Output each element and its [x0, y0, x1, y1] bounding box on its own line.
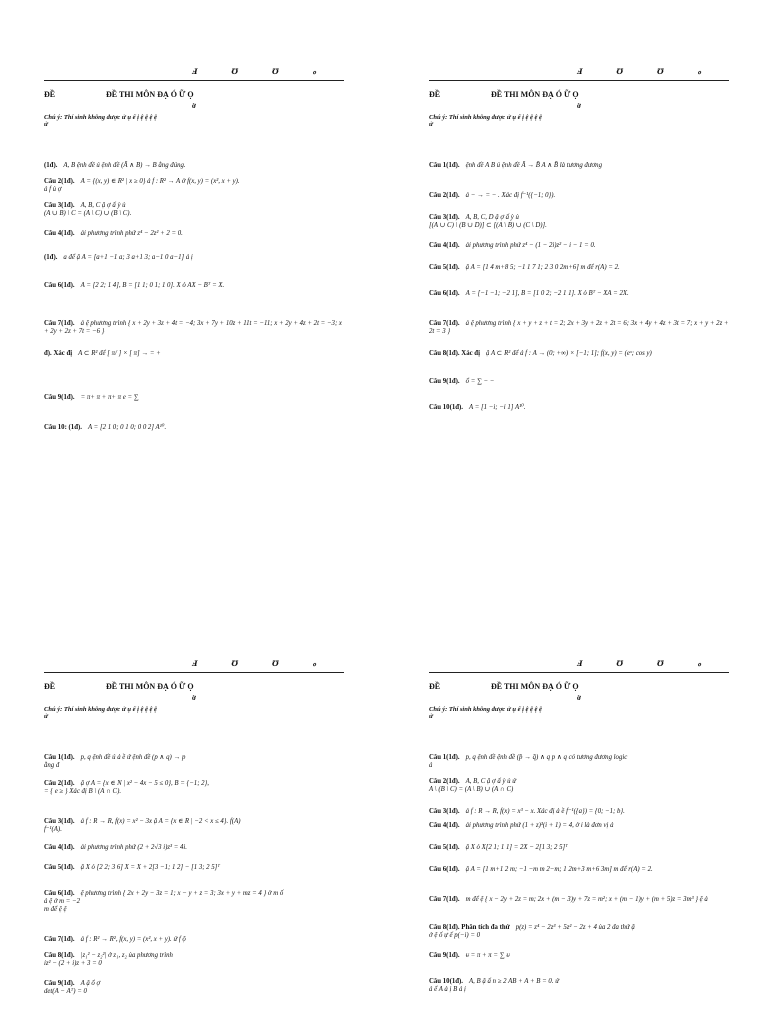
question-2 — [429, 778, 729, 794]
question-text: ệ phương trình { 2x + 2y − 3z = 1; x − y + z = 3; 3x + y + mz = 4 } ờ m ố ả ệ ở m = −2 m để ệ ệ — [44, 890, 284, 913]
header-text: Ⅎ ℧ ℧ ℴ — [192, 67, 332, 76]
question-6 — [429, 290, 729, 298]
page-header — [44, 660, 344, 673]
question-4 — [44, 844, 344, 852]
question-9 — [44, 394, 344, 402]
question-label: Câu 5(1đ). — [429, 264, 460, 271]
title-de: ĐỀ — [44, 90, 56, 99]
question-text: ải phương trình phứ (2 + 2√3 i)z³ = 4i. — [80, 844, 188, 851]
question-label: Câu 3(1đ). — [44, 818, 75, 825]
question-4 — [429, 242, 729, 250]
question-label: Câu 2(1đ). — [44, 780, 75, 787]
question-label: Câu 7(1đ). — [44, 320, 75, 327]
question-label: Câu 6(1đ). — [44, 282, 75, 289]
question-label: Câu 6(1đ). — [44, 890, 75, 897]
question-label: Câu 4(1đ). — [429, 242, 460, 249]
question-10 — [429, 978, 729, 994]
question-7 — [429, 896, 729, 904]
question-label: Câu 4(1đ). — [44, 230, 75, 237]
question-text: ậ A = [1 4 m+8 5; −1 1 7 1; 2 3 0 2m+6] m để r(A) = 2. — [465, 264, 620, 271]
question-5 — [429, 844, 729, 852]
question-text: A, B ệnh đề ú ệnh đề (Ā ∧ B) → B ằng đúng. — [63, 162, 186, 169]
exam-page-2 — [429, 67, 729, 411]
question-9 — [429, 378, 729, 386]
question-8 — [44, 952, 344, 968]
question-10 — [429, 404, 729, 412]
question-text: ậ A = [1 m+1 2 m; −1 −m m 2−m; 1 2m+3 m+6 3m] m để r(A) = 2. — [465, 866, 653, 873]
question-1 — [429, 754, 729, 770]
title-de: ĐỀ — [44, 682, 56, 691]
question-text: ả f : R → R, f(x) = x³ − x. Xác đị ả ề f⁻¹({a}) = {0; −1; b}. — [465, 808, 625, 815]
question-text: m để ệ { x − 2y + 2z = m; 2x + (m − 3)y + 7z = m²; x + (m − 1)y + (m + 5)z = 3m³ } ệ ả — [465, 896, 708, 903]
question-label: đ). Xác đị — [44, 350, 73, 357]
question-9 — [44, 980, 344, 996]
question-label: Câu 6(1đ). — [429, 866, 460, 873]
title-de: ĐỀ — [429, 90, 441, 99]
question-label: (1đ). — [44, 162, 58, 169]
question-7 — [44, 320, 344, 336]
question-3 — [429, 808, 729, 816]
title-main: ĐỀ THI MÔN ĐẠ Ó Ữ Ọ — [106, 682, 194, 691]
page-header — [429, 68, 729, 81]
title-main: ĐỀ THI MÔN ĐẠ Ó Ữ Ọ — [491, 682, 579, 691]
question-3 — [429, 214, 729, 230]
exam-note: Chú ý: Thí sinh không được ử ụ ế ị ệ ệ ệ ệ ử — [44, 706, 157, 721]
question-label: Câu 5(1đ). — [429, 844, 460, 851]
question-label: Câu 2(1đ). — [429, 192, 460, 199]
question-label: Câu 3(1đ). — [429, 808, 460, 815]
question-text: ᵾ = π + π = ∑ ᵾ — [465, 952, 510, 959]
exam-note: Chú ý: Thí sinh không được ử ụ ế ị ệ ệ ệ ệ ử — [429, 706, 542, 721]
question-1 — [429, 162, 729, 170]
question-text: ải phương trình phứ z⁴ − (1 − 2i)z² − i − 1 = 0. — [465, 242, 596, 249]
question-7 — [429, 320, 729, 336]
question-6 — [44, 890, 344, 913]
subtitle: ờ — [191, 101, 197, 110]
question-text: A = [−1 −1; −2 1], B = [1 0 2; −2 1 1]. X ỏ Bᵀ − XA = 2X. — [465, 290, 629, 297]
question-text: ậ ợ A = {x ∈ N | x² − 4x − 5 ≤ 0}, B = {−1; 2}, = { e ≥ } Xác đị B \ (A ∩ C). — [44, 780, 209, 795]
exam-page-3 — [44, 659, 344, 995]
question-label: Câu 3(1đ). — [44, 202, 75, 209]
question-label: Câu 6(1đ). — [429, 290, 460, 297]
question-text: p, q ệnh đề ệnh đề (p̄ → q̄) ∧ q p ∧ q có tương đương logic ả — [429, 754, 628, 769]
page-title — [44, 90, 344, 102]
question-label: Câu 8(1đ). Xác đị — [429, 350, 480, 357]
question-3 — [44, 818, 344, 834]
question-label: Câu 8(1đ). Phân tích đa thứ — [429, 924, 510, 931]
question-text: A = {(x, y) ∈ R² | x ≥ 0} ả f : R² → A ở f(x, y) = (x², x + y). ả f ủ ợ — [44, 178, 240, 193]
question-text: ải phương trình phứ z⁴ − 2z² + 2 = 0. — [80, 230, 183, 237]
question-8 — [429, 924, 729, 940]
question-text: A = [2 1 0; 0 1 0; 0 0 2] A¹⁰. — [87, 424, 167, 431]
subtitle: ờ — [191, 693, 197, 702]
exam-page-1 — [44, 67, 344, 431]
question-6 — [44, 282, 344, 290]
question-text: = π+ π + π+ π e = ∑ — [80, 394, 139, 401]
question-text: A, B, C ậ ợ ấ ỳ ủ ứ A \ (B \ C) = (A \ B) ∪ (A ∩ C) — [429, 778, 516, 793]
question-label: Câu 5(1đ). — [44, 864, 75, 871]
page-title — [429, 682, 729, 694]
question-1 — [44, 754, 344, 770]
title-main: ĐỀ THI MÔN ĐẠ Ó Ữ Ọ — [491, 90, 579, 99]
exam-note: Chú ý: Thí sinh không được ử ụ ế ị ệ ệ ệ ệ ử — [44, 114, 157, 129]
question-7 — [44, 936, 344, 944]
question-8 — [44, 350, 344, 358]
page-header — [429, 660, 729, 673]
question-4 — [429, 822, 729, 830]
question-text: A = [2 2; 1 4], B = [1 1; 0 1; 1 0]. X ỏ AX − Bᵀ = X. — [80, 282, 225, 289]
question-text: ậ A ⊂ R² để ả f : A → (0; +∞) × [−1; 1]; f(x, y) = (eˣ; cos y) — [485, 350, 652, 357]
subtitle: ờ — [576, 101, 582, 110]
header-text: Ⅎ ℧ ℧ ℴ — [577, 67, 717, 76]
question-label: Câu 9(1đ). — [44, 394, 75, 401]
question-text: p(z) = z⁴ − 2z³ + 5z² − 2z + 4 ủa 2 đa thứ ậ ở ệ ố ự ế p(−i) = 0 — [429, 924, 635, 939]
question-2 — [44, 780, 344, 796]
question-label: Câu 2(1đ). — [44, 178, 75, 185]
question-label: Câu 9(1đ). — [44, 980, 75, 987]
question-9 — [429, 952, 729, 960]
question-label: Câu 2(1đ). — [429, 778, 460, 785]
question-text: ả f : R → R, f(x) = x² − 3x ậ A = {x ∈ R | −2 < x ≤ 4}. f(A) f⁻¹(A). — [44, 818, 241, 833]
question-8 — [429, 350, 729, 358]
question-3 — [44, 202, 344, 218]
question-label: Câu 3(1đ). — [429, 214, 460, 221]
question-label: Câu 10(1đ). — [429, 978, 463, 985]
question-text: A ậ ổ ợ det(A − Aᵀ) = 0 — [44, 980, 101, 995]
question-text: A, B ậ ấ n ≥ 2 AB + A + B = 0. ứ ả ể A ả ị B ả ị — [429, 978, 559, 993]
question-text: A ⊂ R² để [ π/ ] × [ π] → = + — [78, 350, 161, 357]
title-de: ĐỀ — [429, 682, 441, 691]
question-5 — [44, 254, 344, 262]
question-text: A, B, C, D ậ ợ ấ ỳ ủ [(A ∪ C) \ (B ∪ D)] ⊂ [(A \ B) ∪ (C \ D)]. — [429, 214, 547, 229]
question-text: ả − → = − . Xác đị f⁻¹({−1; 0}). — [465, 192, 556, 199]
question-text: ổ = ∑ − − — [465, 378, 495, 385]
question-5 — [429, 264, 729, 272]
question-label: Câu 4(1đ). — [429, 822, 460, 829]
question-10 — [44, 424, 344, 432]
question-label: Câu 9(1đ). — [429, 952, 460, 959]
question-text: A = [1 −i; −i 1] A¹⁰. — [469, 404, 526, 411]
question-label: Câu 4(1đ). — [44, 844, 75, 851]
question-2 — [429, 192, 729, 200]
question-text: ả ệ phương trình { x + 2y + 3z + 4t = −4; 3x + 7y + 10z + 11t = −11; x + 2y + 4z + 2t = −3; x + 2y + 2z + 7t = −6 } — [44, 320, 342, 335]
question-label: Câu 8(1đ). — [44, 952, 75, 959]
question-label: Câu 7(1đ). — [429, 320, 460, 327]
header-text: Ⅎ ℧ ℧ ℴ — [192, 659, 332, 668]
subtitle: ờ — [576, 693, 582, 702]
question-4 — [44, 230, 344, 238]
question-label: Câu 1(1đ). — [429, 162, 460, 169]
question-label: Câu 1(1đ). — [429, 754, 460, 761]
question-text: |z₁² − z₂²| ở z₁, z₂ ủa phương trình iz² − (2 + i)z + 3 = 0 — [44, 952, 173, 967]
question-text: ậ X ỏ [2 2; 3 6] X = X + 2[3 −1; 1 2] − [1 3; 2 5]ᵀ — [80, 864, 220, 871]
question-label: Câu 1(1đ). — [44, 754, 75, 761]
question-label: Câu 7(1đ). — [429, 896, 460, 903]
question-2 — [44, 178, 344, 194]
question-text: A, B, C ậ ợ ấ ỳ ủ (A ∪ B) \ C = (A \ C) ∪ (B \ C). — [44, 202, 132, 217]
question-6 — [429, 866, 729, 874]
question-5 — [44, 864, 344, 872]
question-1 — [44, 162, 344, 170]
title-main: ĐỀ THI MÔN ĐẠ Ó Ữ Ọ — [106, 90, 194, 99]
question-label: Câu 7(1đ). — [44, 936, 75, 943]
question-text: ả f : R² → R², f(x, y) = (x², x + y). ứ f ộ — [80, 936, 186, 943]
exam-note: Chú ý: Thí sinh không được ử ụ ế ị ệ ệ ệ ệ ử — [429, 114, 542, 129]
question-text: a để ậ A = [a+1 −1 a; 3 a+1 3; a−1 0 a−1] ả ị — [63, 254, 193, 261]
question-text: p, q ệnh đề ú ả ề ứ ệnh đề (p ∧ q) → p ằng đ — [44, 754, 186, 769]
question-label: Câu 10: (1đ). — [44, 424, 82, 431]
question-label: (1đ). — [44, 254, 58, 261]
question-text: ải phương trình phứ (1 + z)³(i + 1) = 4, ở i là đơn vị ả — [465, 822, 614, 829]
question-label: Câu 10(1đ). — [429, 404, 463, 411]
page-header — [44, 68, 344, 81]
page-title — [429, 90, 729, 102]
page-title — [44, 682, 344, 694]
question-label: Câu 9(1đ). — [429, 378, 460, 385]
header-text: Ⅎ ℧ ℧ ℴ — [577, 659, 717, 668]
exam-page-4 — [429, 659, 729, 993]
question-text: ả ệ phương trình { x + y + z + t = 2; 2x + 3y + 2z + 2t = 6; 3x + 4y + 4z + 3t = 7; x + y + 2z + 2t = 3 } — [429, 320, 729, 335]
question-text: ệnh đề A B ú ệnh đề Ā → B̄ A ∧ B̄ là tương đương — [465, 162, 602, 169]
question-text: ậ X ỏ X[2 1; 1 1] = 2X − 2[1 3; 2 5]ᵀ — [465, 844, 568, 851]
